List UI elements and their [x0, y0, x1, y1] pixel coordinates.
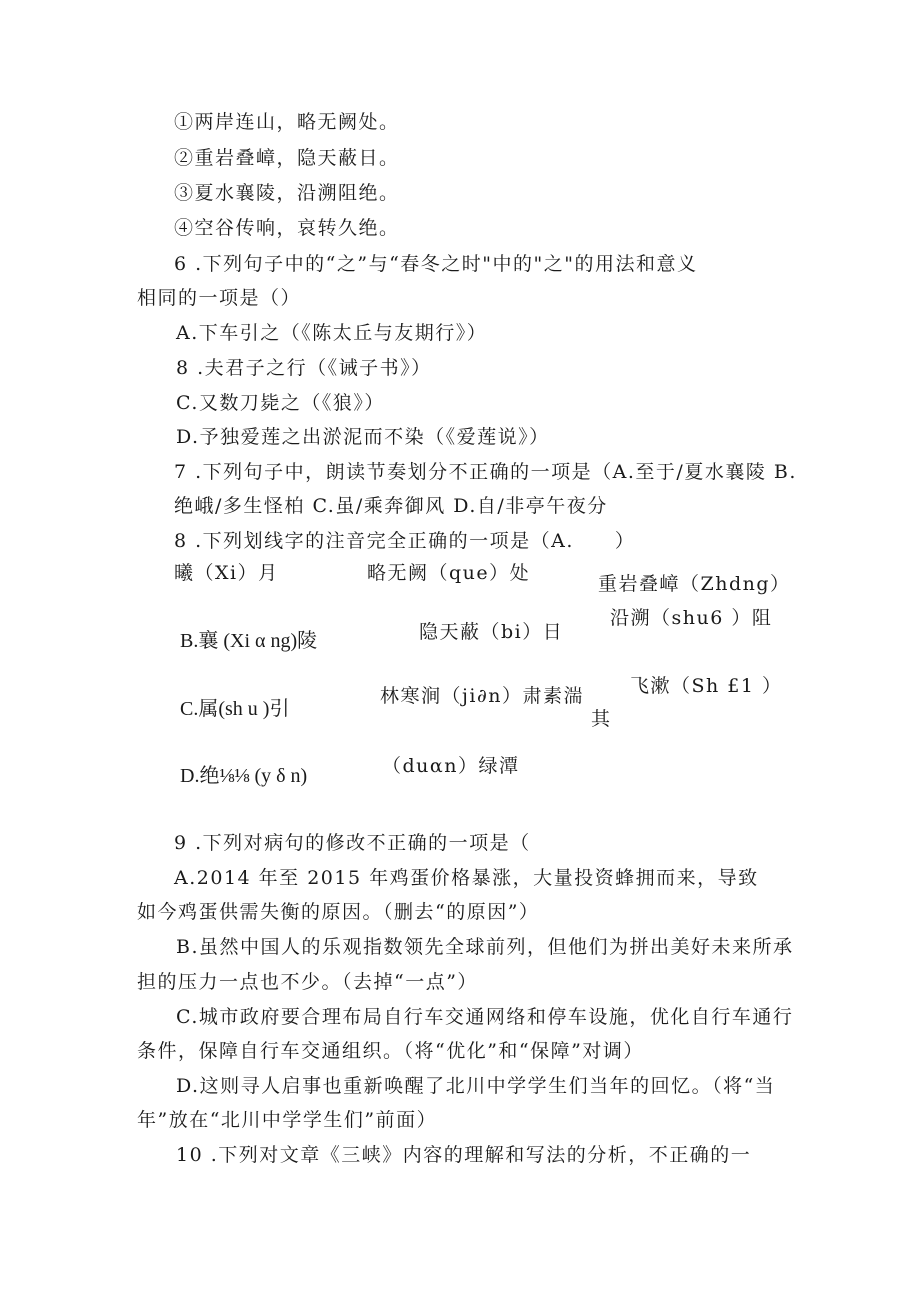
- q9-option-c-line-1: C.城市政府要合理布局自行车交通网络和停车设施，优化自行车通行: [176, 1006, 794, 1028]
- q9-option-d-line-1: D.这则寻人启事也重新唤醒了北川中学学生们当年的回忆。（将“当: [176, 1075, 776, 1097]
- q6-option-c: C.又数刀毙之（《狼》）: [176, 392, 385, 414]
- q9-option-a-line-2: 如今鸡蛋供需失衡的原因。（删去“的原因”）: [137, 901, 540, 923]
- q8-row-a-col-2: 略无阙（que）处: [367, 562, 531, 584]
- q9-option-b-line-1: B.虽然中国人的乐观指数领先全球前列，但他们为拼出美好未来所承: [176, 936, 794, 958]
- q8-row-c-col-2: 林寒涧（ji∂n）肃素湍: [380, 685, 585, 707]
- q9-option-b-line-2: 担的压力一点也不少。（去掉“一点”）: [137, 971, 478, 993]
- q7-line-2: 绝峨/多生怪柏 C.虽/乘奔御风 D.自/非亭午夜分: [174, 495, 608, 517]
- q10-stem: 10 .下列对文章《三峡》内容的理解和写法的分析，不正确的一: [176, 1144, 752, 1166]
- passage-line-2: ②重岩叠嶂，隐天蔽日。: [174, 147, 400, 169]
- q6-stem-line-2: 相同的一项是（）: [137, 287, 302, 309]
- q6-option-d: D.予独爱莲之出淤泥而不染（《爱莲说》）: [176, 426, 550, 448]
- q9-stem: 9 .下列对病句的修改不正确的一项是（: [174, 832, 531, 854]
- passage-line-4: ④空谷传响，哀转久绝。: [174, 217, 400, 239]
- passage-line-1: ①两岸连山，略无阙处。: [174, 111, 400, 133]
- q8-row-a-col-3: 重岩叠嶂（Zhdng）: [598, 573, 791, 595]
- q8-row-c-col-3: 飞漱（Sh £1 ）: [630, 675, 783, 697]
- q6-option-b: 8 .夫君子之行（《诫子书》）: [176, 357, 432, 379]
- q8-row-b-col-2: 隐天蔽（bi）日: [419, 621, 564, 643]
- q7-line-1: 7 .下列句子中，朗读节奏划分不正确的一项是（A.至于/夏水襄陵 B.: [174, 461, 797, 483]
- q6-option-a: A.下车引之（《陈太丘与友期行》）: [176, 322, 488, 344]
- q8-row-a-col-1: 曦（Xi）月: [174, 562, 279, 584]
- passage-line-3: ③夏水襄陵，沿溯阻绝。: [174, 182, 400, 204]
- q8-row-c-col-1: C.属(sh u )引: [180, 698, 290, 720]
- q8-row-d-col-2: （duαn）绿潭: [382, 755, 520, 777]
- q6-stem-line-1: 6 .下列句子中的“之”与“春冬之时"中的"之"的用法和意义: [174, 253, 698, 275]
- q9-option-c-line-2: 条件，保障自行车交通组织。（将“优化”和“保障”对调）: [137, 1040, 644, 1062]
- q8-row-b-col-3: 沿溯（shu6 ）阻: [610, 607, 773, 629]
- q8-row-b-col-1: B.襄 (Xi α ng)陵: [180, 630, 318, 652]
- q9-option-d-line-2: 年”放在“北川中学学生们”前面）: [137, 1109, 438, 1131]
- q8-stem: 8 .下列划线字的注音完全正确的一项是（A. ）: [174, 530, 636, 552]
- q8-row-d-col-1: D.绝⅛⅛ (y δ n): [180, 765, 308, 787]
- q8-row-c-col-2-tail: 其: [591, 708, 612, 730]
- q9-option-a-line-1: A.2014 年至 2015 年鸡蛋价格暴涨，大量投资蜂拥而来，导致: [174, 867, 759, 889]
